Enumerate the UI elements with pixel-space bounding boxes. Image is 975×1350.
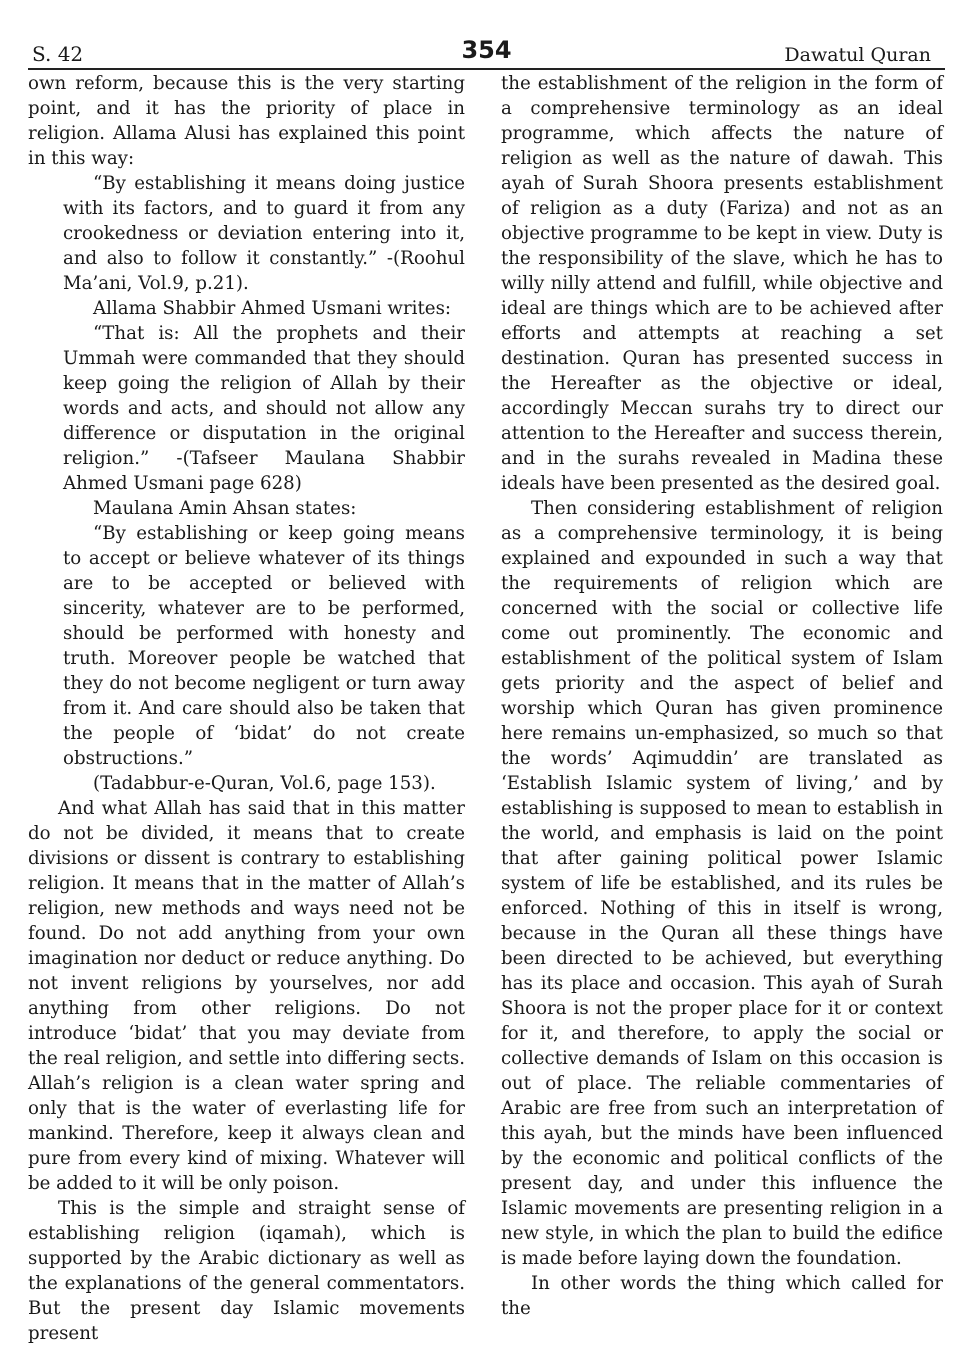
quote-intro-ahsan: Maulana Amin Ahsan states: — [93, 498, 357, 519]
surah-label: S. 42 — [32, 42, 84, 66]
paragraph: the establishment of the religion in the form of a comprehensive terminology as an ideal programme, which affects the nature of religion as well as the nature of dawah. This ayah of Surah Shoora presents establishment of religion as a duty (Fariza) and not as an objective programme to be kept in view. Duty is the responsibility of the slave, which he has to willy nilly attend and fulfill, while objective and ideal are things which are to be achieved after efforts and attempts at reaching a set destination. Quran has presented success in the Hereafter as the objective or ideal, accordingly Meccan surahs try to direct our attention to the Hereafter and success therein, and in the surahs revealed in Madina these ideals have been presented as the desired goal. — [501, 73, 943, 494]
paragraph: This is the simple and straight sense of establishing religion (iqamah), which is supported by the Arabic dictionary as well as the explanations of the general commentators. But the present day Islamic movements present — [28, 1198, 465, 1344]
page-header — [28, 36, 945, 70]
citation: (Tadabbur-e-Quran, Vol.6, page 153). — [93, 773, 436, 794]
right-column — [501, 71, 943, 1321]
quote-ahsan: “By establishing or keep going means to accept or believe whatever of its things are to be accepted or believed with sincerity, whatever are to be performed, should be performed with honesty and truth. Moreover people be watched that they do not become negligent or turn away from it. And care should also be taken that the people of ‘bidat’ do not create obstructions.” — [63, 523, 465, 769]
left-column — [28, 71, 465, 1346]
paragraph: In other words the thing which called for the — [501, 1273, 943, 1319]
quote-usmani: “That is: All the prophets and their Ummah were commanded that they should keep going the religion of Allah by their words and acts, and should not allow any difference or disputation in the original religion.” -(Tafseer Maulana Shabbir Ahmed Usmani page 628) — [63, 323, 465, 494]
paragraph: own reform, because this is the very starting point, and it has the priority of place in religion. Allama Alusi has explained this point in this way: — [28, 73, 465, 169]
quote-alusi: “By establishing it means doing justice with its factors, and to guard it from any crookedness or deviation entering into it, and also to follow it constantly.” -(Roohul Ma’ani, Vol.9, p.21). — [63, 173, 465, 294]
book-title: Dawatul Quran — [784, 44, 931, 66]
paragraph: And what Allah has said that in this matter do not be divided, it means that to create divisions or dissent is contrary to establishing religion. It means that in the matter of Allah’s religion, new methods and ways need not be found. Do not add anything from your own imagination nor deduct or reduce anything. Do not invent religions by yourselves, nor add anything from other religions. Do not introduce ‘bidat’ that you may deviate from the real religion, and settle into differing sects. Allah’s religion is a clean water spring and only that is the water of everlasting life for mankind. Therefore, keep it always clean and pure from every kind of mixing. Whatever will be added to it will be only poison. — [28, 798, 465, 1194]
quote-intro-usmani: Allama Shabbir Ahmed Usmani writes: — [93, 298, 452, 319]
paragraph: Then considering establishment of religion as a comprehensive terminology, it is being explained and expounded in such a way that the requirements of religion which are concerned with the social or collective life come out prominently. The economic and establishment of the political system of Islam gets priority and the aspect of belief and worship which Quran has given prominence here remains un-emphasized, so much so that the words’ Aqimuddin’ are translated as ‘Establish Islamic system of living,’ and by establishing is supposed to mean to establish in the world, and emphasis is laid on the point that after gaining political power Islamic system of life be established, and its rules be enforced. Nothing of this in itself is wrong, because in the Quran all these things have been directed to be achieved, but everything has its place and occasion. This ayah of Surah Shoora is not the proper place for it or context for it, and therefore, to apply the social or collective demands of Islam on this occasion is out of place. The reliable commentaries of Arabic are free from such an interpretation of this ayah, but the minds have been influenced by the economic and political conflicts of the present day, and under this influence the Islamic movements are presenting religion in a new style, in which the plan to build the edifice is made before laying down the foundation. — [501, 498, 943, 1269]
page-number: 354 — [461, 36, 512, 64]
